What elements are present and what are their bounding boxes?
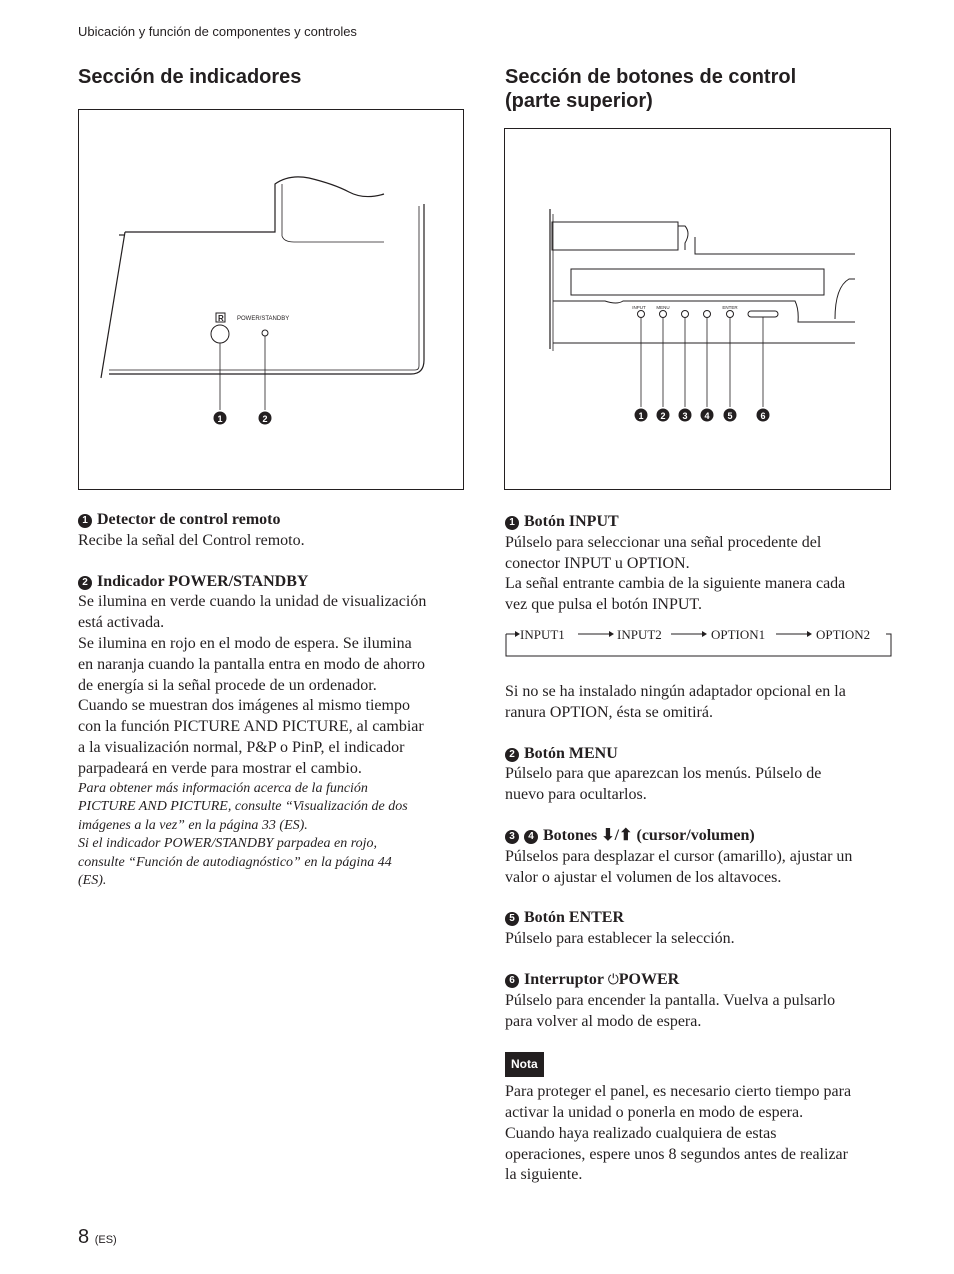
desc-line: Púlselos para desplazar el cursor (amarillo), ajustar un [505,847,853,865]
flow-step: OPTION2 [816,627,871,642]
desc-line: valor o ajustar el volumen de los altavoces. [505,868,782,886]
callout-1: 1 [638,411,644,421]
desc-line: Cuando haya realizado cualquiera de estas [505,1124,777,1142]
italic-notes: Para obtener más información acerca de la función PICTURE AND PICTURE, consulte “Visualización de dos imágenes a la vez” en la página 33 (ES). Si el indicador POWER/STANDBY parpadea en rojo, consulte “Función de autodiagnóstico” en la página 44 (ES). [78,780,408,889]
desc-line: en naranja cuando la pantalla entra en modo de ahorro [78,655,425,673]
callout-4: 4 [704,411,710,421]
callout-6: 6 [760,411,766,421]
flow-step: INPUT1 [520,627,565,642]
desc-line: con la función PICTURE AND PICTURE, al cambiar [78,718,424,736]
item-title-input: 1 Botón INPUT [505,512,897,533]
desc-line: Se ilumina en verde cuando la unidad de visualización [78,593,427,611]
power-standby-label: POWER/STANDBY [237,316,290,322]
desc-line: para volver al modo de espera. [505,1012,702,1030]
item-title-remote-detector: 1 Detector de control remoto [78,510,468,531]
desc-line: conector INPUT u OPTION. [505,554,690,572]
remote-sensor-mark: R [218,314,224,323]
callout-3: 3 [682,411,688,421]
desc-line: Púlselo para seleccionar una señal procedente del [505,533,822,551]
page-number: 8 (ES) [78,1226,117,1248]
desc-line: la siguiente. [505,1166,583,1184]
flow-step: INPUT2 [617,627,662,642]
label-menu: MENU [656,305,670,310]
desc-line: a la visualización normal, P&P o PinP, el indicador [78,738,405,756]
indicator-figure [78,109,464,490]
running-header: Ubicación y función de componentes y controles [78,24,357,39]
callout-2: 2 [660,411,666,421]
label-enter: ENTER [722,305,738,310]
indicator-diagram [79,110,463,489]
flow-step: OPTION1 [711,627,766,642]
desc-line: nuevo para ocultarlos. [505,786,647,804]
callout-5: 5 [727,411,733,421]
desc-line: La señal entrante cambia de la siguiente manera cada [505,575,846,593]
desc-line: parpadeará en verde para mostrar el cambio. [78,759,362,777]
desc-line: operaciones, espere unos 8 segundos antes de realizar [505,1145,848,1163]
item-title-enter: 5 Botón ENTER [505,908,897,929]
controls-diagram [505,129,890,489]
item-title-power: 6 Interruptor ⏻POWER [505,970,897,991]
input-cycle-diagram [505,628,893,662]
desc-line: Para proteger el panel, es necesario cierto tiempo para [505,1083,852,1101]
desc-line: Recibe la señal del Control remoto. [78,531,305,549]
desc-line: está activada. [78,614,165,632]
callout-2: 2 [262,414,268,424]
desc-line: Púlselo para encender la pantalla. Vuelva a pulsarlo [505,991,836,1009]
desc-line: activar la unidad o ponerla en modo de espera. [505,1103,804,1121]
indicator-descriptions [78,510,468,891]
nota-badge: Nota [505,1052,544,1077]
desc-line: Púlselo para establecer la selección. [505,930,735,948]
desc-line: de energía si la señal procede de un ordenador. [78,676,377,694]
desc-line: Cuando se muestran dos imágenes al mismo tiempo [78,697,410,715]
section-title-controls: Sección de botones de control (parte superior) [505,66,797,112]
item-title-cursor-volume: 3 4 Botones ⬇/⬆ (cursor/volumen) [505,826,897,847]
item-title-power-indicator: 2 Indicador POWER/STANDBY [78,572,468,593]
desc-line: Púlselo para que aparezcan los menús. Púlselo de [505,765,822,783]
arrow-icons: ⬇/⬆ [601,826,633,844]
section-title-indicators: Sección de indicadores [78,66,302,88]
desc-line: vez que pulsa el botón INPUT. [505,596,702,614]
desc-line: Si no se ha instalado ningún adaptador opcional en la [505,682,846,700]
label-input: INPUT [632,305,646,310]
item-title-menu: 2 Botón MENU [505,744,897,765]
power-icon: ⏻ [607,971,619,988]
callout-1: 1 [217,414,223,424]
controls-figure [504,128,891,490]
desc-line: ranura OPTION, ésta se omitirá. [505,703,713,721]
desc-line: Se ilumina en rojo en el modo de espera. Se ilumina [78,634,412,652]
controls-descriptions [505,512,897,1186]
